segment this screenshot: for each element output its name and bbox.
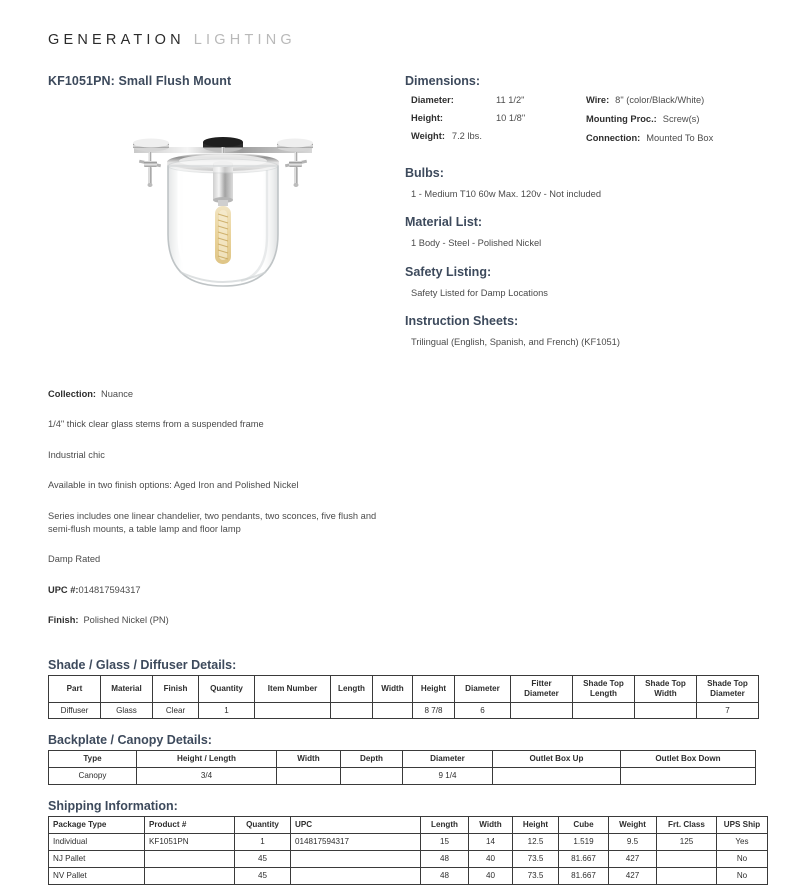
dimensions-right-group bbox=[586, 95, 755, 152]
flush-mount-fixture-icon bbox=[108, 114, 338, 304]
column-header: Type bbox=[49, 751, 137, 768]
column-header: Quantity bbox=[199, 675, 255, 702]
table-cell bbox=[291, 867, 421, 884]
height-value: 10 1/8" bbox=[496, 113, 526, 123]
table-cell: 14 bbox=[469, 834, 513, 851]
column-header: Diameter bbox=[455, 675, 511, 702]
dimension-wire bbox=[586, 95, 755, 105]
table-cell bbox=[145, 850, 235, 867]
table-cell: 48 bbox=[421, 867, 469, 884]
column-header: Width bbox=[373, 675, 413, 702]
table-cell: 40 bbox=[469, 850, 513, 867]
table-cell bbox=[573, 702, 635, 719]
table-cell: 73.5 bbox=[513, 850, 559, 867]
table-cell: 81.667 bbox=[559, 867, 609, 884]
shipping-table-title: Shipping Information: bbox=[48, 799, 178, 814]
table-cell: 45 bbox=[235, 867, 291, 884]
collection-row bbox=[48, 388, 755, 401]
column-header: Frt. Class bbox=[657, 817, 717, 834]
material-list-heading: Material List: bbox=[405, 215, 483, 230]
column-header: Outlet Box Down bbox=[621, 751, 756, 768]
product-image bbox=[48, 114, 398, 304]
shipping-table-body bbox=[49, 834, 768, 885]
column-header: Cube bbox=[559, 817, 609, 834]
mounting-label: Mounting Proc.: bbox=[586, 114, 657, 124]
backplate-table-header-row bbox=[49, 751, 756, 768]
column-header: UPC bbox=[291, 817, 421, 834]
column-header: Shade Top Diameter bbox=[697, 675, 759, 702]
column-header: Diameter bbox=[403, 751, 493, 768]
description-line-3: Available in two finish options: Aged Iron and Polished Nickel bbox=[48, 480, 299, 491]
height-label: Height: bbox=[411, 113, 444, 123]
description-line-1: 1/4" thick clear glass stems from a suspended frame bbox=[48, 419, 264, 430]
table-cell bbox=[341, 768, 403, 785]
table-cell: 12.5 bbox=[513, 834, 559, 851]
description-line-4: Series includes one linear chandelier, two pendants, two sconces, five flush and semi-flush mounts, a table lamp and floor lamp bbox=[48, 510, 377, 534]
column-header: Part bbox=[49, 675, 101, 702]
table-cell: 7 bbox=[697, 702, 759, 719]
page-title: KF1051PN: Small Flush Mount bbox=[48, 74, 232, 88]
table-cell: 81.667 bbox=[559, 850, 609, 867]
table-row bbox=[49, 850, 768, 867]
upc-row bbox=[48, 584, 755, 597]
table-cell: 1 bbox=[235, 834, 291, 851]
bulbs-heading: Bulbs: bbox=[405, 166, 444, 180]
table-cell: Yes bbox=[717, 834, 768, 851]
column-header: Fitter Diameter bbox=[511, 675, 573, 702]
table-row bbox=[49, 867, 768, 884]
column-header: Finish bbox=[153, 675, 199, 702]
table-cell bbox=[145, 867, 235, 884]
table-cell bbox=[621, 768, 756, 785]
wire-value: 8" (color/Black/White) bbox=[615, 95, 705, 105]
connection-label: Connection: bbox=[586, 133, 641, 143]
description-line-2: Industrial chic bbox=[48, 449, 105, 460]
column-header: Depth bbox=[341, 751, 403, 768]
table-cell: 014817594317 bbox=[291, 834, 421, 851]
collection-label: Collection: bbox=[48, 388, 97, 399]
table-cell: 8 7/8 bbox=[413, 702, 455, 719]
shade-table bbox=[48, 675, 759, 720]
table-cell bbox=[657, 850, 717, 867]
column-header: Quantity bbox=[235, 817, 291, 834]
table-cell: NV Pallet bbox=[49, 867, 145, 884]
shipping-table-header-row bbox=[49, 817, 768, 834]
table-cell: Glass bbox=[101, 702, 153, 719]
column-header: Package Type bbox=[49, 817, 145, 834]
dimensions-left-group bbox=[411, 95, 586, 152]
backplate-table-body bbox=[49, 768, 756, 785]
safety-listing-heading: Safety Listing: bbox=[405, 264, 492, 279]
column-header: Shade Top Width bbox=[635, 675, 697, 702]
column-header: Outlet Box Up bbox=[493, 751, 621, 768]
instruction-sheets-text: Trilingual (English, Spanish, and French) (KF1051) bbox=[411, 337, 620, 348]
dimensions-grid bbox=[411, 95, 755, 152]
table-cell bbox=[635, 702, 697, 719]
table-cell: 9.5 bbox=[609, 834, 657, 851]
dimension-connection bbox=[586, 133, 755, 143]
dimension-height bbox=[411, 113, 586, 123]
table-cell: NJ Pallet bbox=[49, 850, 145, 867]
table-cell: 3/4 bbox=[137, 768, 277, 785]
column-header: Length bbox=[331, 675, 373, 702]
backplate-table-title: Backplate / Canopy Details: bbox=[48, 733, 212, 748]
bulbs-text: 1 - Medium T10 60w Max. 120v - Not included bbox=[411, 189, 601, 199]
table-cell: KF1051PN bbox=[145, 834, 235, 851]
shipping-table-block bbox=[48, 799, 761, 884]
table-cell bbox=[493, 768, 621, 785]
column-header: Width bbox=[277, 751, 341, 768]
diameter-label: Diameter: bbox=[411, 95, 454, 105]
mounting-value: Screw(s) bbox=[662, 114, 700, 124]
dimension-diameter bbox=[411, 95, 586, 105]
backplate-table bbox=[48, 750, 756, 785]
table-row bbox=[49, 768, 756, 785]
main-columns bbox=[48, 74, 755, 350]
finish-value: Polished Nickel (PN) bbox=[83, 615, 169, 626]
column-header: Height bbox=[413, 675, 455, 702]
table-cell bbox=[255, 702, 331, 719]
table-cell: 73.5 bbox=[513, 867, 559, 884]
table-cell bbox=[511, 702, 573, 719]
table-row bbox=[49, 834, 768, 851]
column-header: UPS Ship bbox=[717, 817, 768, 834]
table-cell bbox=[373, 702, 413, 719]
shipping-table bbox=[48, 816, 768, 884]
table-cell: No bbox=[717, 867, 768, 884]
wire-label: Wire: bbox=[586, 95, 610, 105]
description-block bbox=[48, 388, 755, 628]
left-column bbox=[48, 74, 398, 350]
table-cell bbox=[291, 850, 421, 867]
column-header: Material bbox=[101, 675, 153, 702]
description-line-5: Damp Rated bbox=[48, 554, 101, 565]
diameter-value: 11 1/2" bbox=[496, 95, 525, 105]
finish-label: Finish: bbox=[48, 615, 79, 626]
column-header: Width bbox=[469, 817, 513, 834]
collection-value: Nuance bbox=[101, 388, 134, 399]
table-cell: 1 bbox=[199, 702, 255, 719]
instruction-sheets-heading: Instruction Sheets: bbox=[405, 314, 519, 329]
brand-name-secondary: LIGHTING bbox=[193, 32, 296, 48]
finish-row bbox=[48, 614, 755, 627]
table-cell: 427 bbox=[609, 850, 657, 867]
brand-name-primary: GENERATION bbox=[48, 32, 185, 48]
table-cell: 125 bbox=[657, 834, 717, 851]
column-header: Height bbox=[513, 817, 559, 834]
upc-value: 014817594317 bbox=[78, 584, 141, 595]
upc-label: UPC #: bbox=[48, 584, 79, 595]
table-cell: 48 bbox=[421, 850, 469, 867]
shade-table-title: Shade / Glass / Diffuser Details: bbox=[48, 657, 237, 672]
table-cell bbox=[657, 867, 717, 884]
backplate-table-block bbox=[48, 733, 755, 785]
table-cell: 45 bbox=[235, 850, 291, 867]
weight-value: 7.2 lbs. bbox=[451, 131, 482, 141]
column-header: Height / Length bbox=[137, 751, 277, 768]
brand-logo bbox=[48, 0, 755, 48]
shade-table-header-row bbox=[49, 675, 759, 702]
connection-value: Mounted To Box bbox=[646, 133, 714, 143]
table-cell: 15 bbox=[421, 834, 469, 851]
dimensions-heading: Dimensions: bbox=[405, 74, 481, 88]
column-header: Item Number bbox=[255, 675, 331, 702]
table-cell: 9 1/4 bbox=[403, 768, 493, 785]
column-header: Length bbox=[421, 817, 469, 834]
table-cell: Clear bbox=[153, 702, 199, 719]
table-cell: Diffuser bbox=[49, 702, 101, 719]
table-cell: 6 bbox=[455, 702, 511, 719]
weight-label: Weight: bbox=[411, 131, 445, 141]
dimension-mounting-proc bbox=[586, 114, 755, 124]
material-list-text: 1 Body - Steel - Polished Nickel bbox=[411, 238, 542, 249]
column-header: Shade Top Length bbox=[573, 675, 635, 702]
safety-listing-text: Safety Listed for Damp Locations bbox=[411, 287, 548, 298]
table-cell: 1.519 bbox=[559, 834, 609, 851]
shade-table-block bbox=[48, 658, 755, 720]
column-header: Product # bbox=[145, 817, 235, 834]
table-cell bbox=[331, 702, 373, 719]
table-cell bbox=[277, 768, 341, 785]
table-cell: No bbox=[717, 850, 768, 867]
table-cell: Canopy bbox=[49, 768, 137, 785]
right-column bbox=[398, 74, 755, 350]
table-cell: 40 bbox=[469, 867, 513, 884]
column-header: Weight bbox=[609, 817, 657, 834]
dimension-weight bbox=[411, 131, 586, 141]
table-cell: Individual bbox=[49, 834, 145, 851]
shade-table-body bbox=[49, 702, 759, 719]
table-cell: 427 bbox=[609, 867, 657, 884]
table-row bbox=[49, 702, 759, 719]
